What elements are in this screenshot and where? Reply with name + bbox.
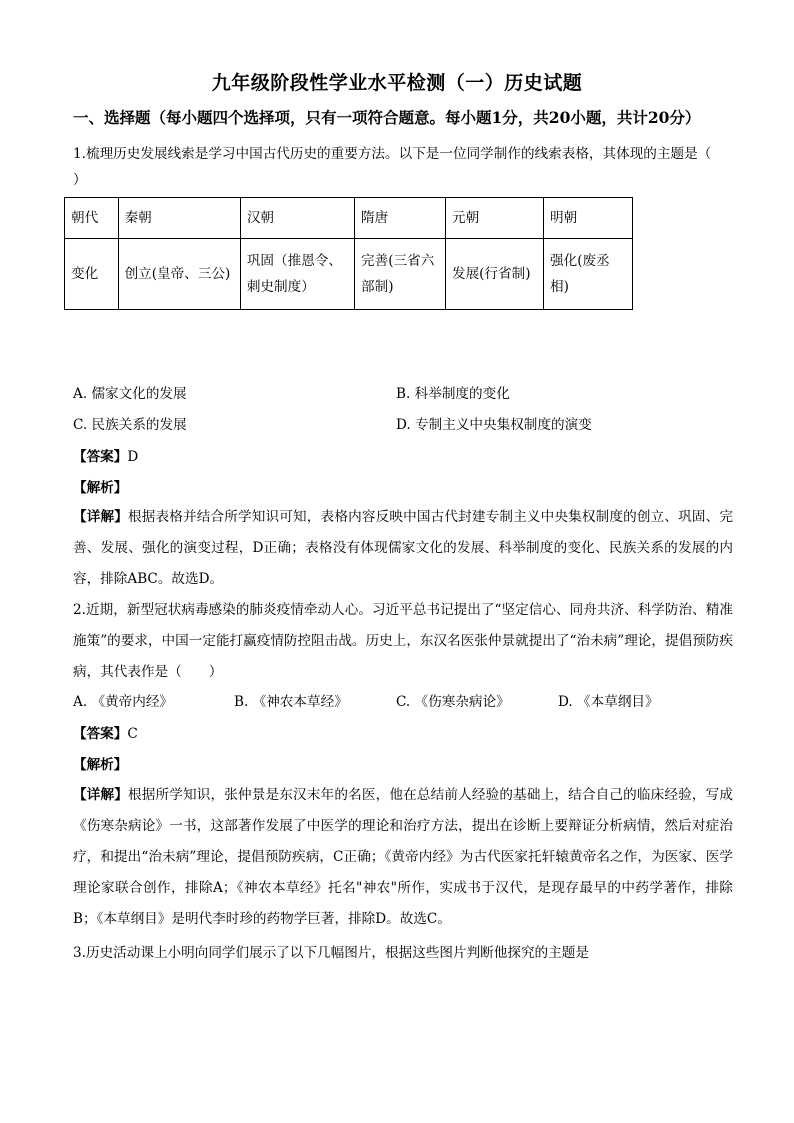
q2-stem: 2.近期，新型冠状病毒感染的肺炎疫情牵动人心。习近平总书记提出了“坚定信心、同舟共济、科学防治、精准施策”的要求，中国一定能打赢疫情防控阻击战。历史上，东汉名医张仲景就提出了“治未病”理论，提倡预防疾病，其代表作是（ ） <box>73 602 733 680</box>
table-header-row <box>65 198 633 239</box>
table-cell: 完善(三省六部制) <box>355 239 446 310</box>
q1-option-a: A. 儒家文化的发展 <box>73 386 187 402</box>
q1-option-b: B. 科举制度的变化 <box>396 386 510 402</box>
q1-stem-continued: ） <box>73 172 87 188</box>
q2-option-b: B. 《神农本草经》 <box>234 694 348 710</box>
q2-options <box>73 687 733 718</box>
q2-option-c: C. 《伤寒杂病论》 <box>396 694 510 710</box>
detail-tag: 【详解】 <box>73 509 129 525</box>
q3-stem: 3.历史活动课上小明向同学们展示了以下几幅图片，根据这些图片判断他探究的主题是 <box>73 945 589 961</box>
answer-tag: 【答案】 <box>73 449 128 465</box>
q2-detail <box>73 780 733 935</box>
q1-option-c: C. 民族关系的发展 <box>73 417 187 433</box>
q1-stem: 1.梳理历史发展线索是学习中国古代历史的重要方法。以下是一位同学制作的线索表格，其体现的主题是（ <box>73 146 712 162</box>
table-row <box>65 239 633 310</box>
answer-tag: 【答案】 <box>73 726 128 742</box>
q2-analysis-heading <box>73 750 733 781</box>
q1-option-d: D. 专制主义中央集权制度的演变 <box>396 417 592 433</box>
analysis-tag: 【解析】 <box>73 480 128 496</box>
table-cell: 创立(皇帝、三公) <box>118 239 240 310</box>
table-cell: 强化(废丞相) <box>544 239 633 310</box>
table-cell: 明朝 <box>544 198 633 239</box>
q2-option-d: D. 《本草纲目》 <box>558 694 659 710</box>
q1-answer <box>73 442 733 473</box>
detail-tag: 【详解】 <box>73 787 129 803</box>
page-title: 九年级阶段性学业水平检测（一）历史试题 <box>211 72 583 94</box>
table-cell: 隋唐 <box>355 198 446 239</box>
table-cell: 秦朝 <box>118 198 240 239</box>
q2-answer <box>73 719 733 750</box>
section-heading: 一、选择题（每小题四个选择项，只有一项符合题意。每小题1分，共20小题，共计20分） <box>73 108 701 127</box>
dynasty-clue-table <box>64 197 633 310</box>
answer-value: C <box>127 726 138 742</box>
answer-value: D <box>127 449 139 465</box>
table-cell: 变化 <box>65 239 119 310</box>
q1-detail <box>73 502 733 595</box>
table-cell: 巩固（推恩令、刺史制度） <box>240 239 354 310</box>
detail-text: 根据所学知识，张仲景是东汉末年的名医，他在总结前人经验的基础上，结合自己的临床经验，写成《伤寒杂病论》一书，这部著作发展了中医学的理论和治疗方法，提出在诊断上要辩证分析病情，然后对症治疗，和提出“治未病”理论，提倡预防疾病，C正确；《黄帝内经》为古代医家托轩辕黄帝名之作，为医家、医学理论家联合创作，排除A；《神农本草经》托名"神农"所作，实成书于汉代，是现存最早的中药学著作，排除B；《本草纲目》是明代李时珍的药物学巨著，排除D。故选C。 <box>73 787 733 927</box>
analysis-tag: 【解析】 <box>73 757 128 773</box>
table-cell: 朝代 <box>65 198 119 239</box>
table-cell: 发展(行省制) <box>446 239 544 310</box>
table-cell: 元朝 <box>446 198 544 239</box>
table-cell: 汉朝 <box>240 198 354 239</box>
detail-text: 根据表格并结合所学知识可知，表格内容反映中国古代封建专制主义中央集权制度的创立、巩固、完善、发展、强化的演变过程，D正确；表格没有体现儒家文化的发展、科举制度的变化、民族关系的发展的内容，排除ABC。故选D。 <box>73 509 733 587</box>
q2-option-a: A. 《黄帝内经》 <box>73 694 174 710</box>
q1-analysis-heading <box>73 473 733 504</box>
